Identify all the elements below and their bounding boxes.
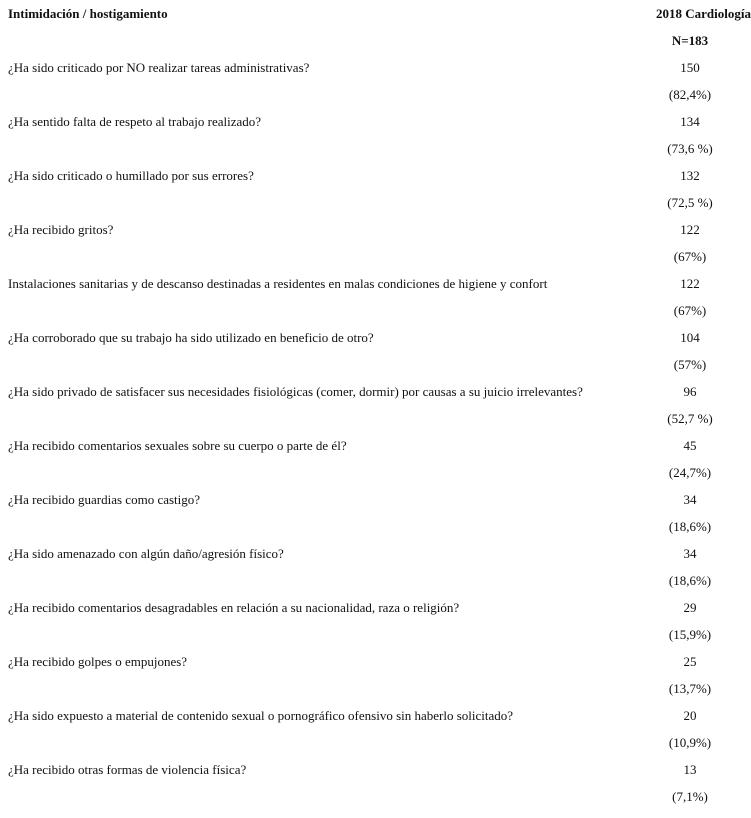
percent-value: (15,9%) [668, 627, 712, 642]
table-row [0, 702, 751, 729]
count-value: 13 [683, 762, 697, 777]
table-header-row [0, 0, 751, 27]
percent-value: (67%) [673, 249, 707, 264]
percent-value: (67%) [673, 303, 707, 318]
percent-value: (72,5 %) [667, 195, 713, 210]
question-label: ¿Ha recibido otras formas de violencia física? [8, 762, 247, 777]
count-value: 34 [683, 546, 697, 561]
count-value: 134 [680, 114, 700, 129]
percent-value: (73,6 %) [667, 141, 713, 156]
table-row-percent [0, 567, 751, 594]
table-row-percent [0, 297, 751, 324]
count-value: 122 [680, 222, 700, 237]
percent-value: (18,6%) [668, 573, 712, 588]
count-value: 45 [683, 438, 697, 453]
question-label: Instalaciones sanitarias y de descanso destinadas a residentes en malas condiciones de higiene y confort [8, 276, 548, 291]
count-value: 20 [683, 708, 697, 723]
count-value: 122 [680, 276, 700, 291]
table-row-percent [0, 729, 751, 756]
count-value: 96 [683, 384, 697, 399]
percent-value: (82,4%) [668, 87, 712, 102]
count-value: 29 [683, 600, 697, 615]
question-label: ¿Ha sido expuesto a material de contenido sexual o pornográfico ofensivo sin haberlo solicitado? [8, 708, 514, 723]
table-row [0, 54, 751, 81]
question-label: ¿Ha sido criticado por NO realizar tareas administrativas? [8, 60, 310, 75]
table-row-percent [0, 243, 751, 270]
count-value: 132 [680, 168, 700, 183]
percent-value: (24,7%) [668, 465, 712, 480]
table-title: Intimidación / hostigamiento [8, 6, 168, 21]
question-label: ¿Ha sido amenazado con algún daño/agresión físico? [8, 546, 284, 561]
table-row-percent [0, 783, 751, 810]
table-row [0, 216, 751, 243]
table-row-percent [0, 405, 751, 432]
table-row-percent [0, 189, 751, 216]
table-row [0, 378, 751, 405]
table-row-percent [0, 675, 751, 702]
table-row [0, 324, 751, 351]
table-row-percent [0, 81, 751, 108]
count-value: 25 [683, 654, 697, 669]
count-value: 34 [683, 492, 697, 507]
question-label: ¿Ha corroborado que su trabajo ha sido utilizado en beneficio de otro? [8, 330, 374, 345]
table-row-percent [0, 135, 751, 162]
count-value: 150 [680, 60, 700, 75]
table-row-percent [0, 513, 751, 540]
table-row [0, 432, 751, 459]
question-label: ¿Ha recibido golpes o empujones? [8, 654, 188, 669]
percent-value: (57%) [673, 357, 707, 372]
table-row [0, 270, 751, 297]
table-row [0, 648, 751, 675]
question-label: ¿Ha recibido comentarios sexuales sobre su cuerpo o parte de él? [8, 438, 347, 453]
column-header: 2018 Cardiología [656, 6, 751, 21]
question-label: ¿Ha recibido comentarios desagradables en relación a su nacionalidad, raza o religión? [8, 600, 460, 615]
question-label: ¿Ha sido criticado o humillado por sus errores? [8, 168, 254, 183]
table-row [0, 162, 751, 189]
percent-value: (7,1%) [672, 789, 708, 804]
question-label: ¿Ha recibido gritos? [8, 222, 114, 237]
question-label: ¿Ha sentido falta de respeto al trabajo realizado? [8, 114, 262, 129]
table-row-percent [0, 351, 751, 378]
count-value: 104 [680, 330, 700, 345]
percent-value: (10,9%) [668, 735, 712, 750]
question-label: ¿Ha sido privado de satisfacer sus necesidades fisiológicas (comer, dormir) por causas a su juicio irrelevantes? [8, 384, 583, 399]
table-body [0, 54, 751, 810]
table-row-percent [0, 459, 751, 486]
table-row [0, 486, 751, 513]
table-subheader-row [0, 27, 751, 54]
question-label: ¿Ha recibido guardias como castigo? [8, 492, 201, 507]
table-row [0, 108, 751, 135]
table-row [0, 540, 751, 567]
table-row [0, 594, 751, 621]
table-row [0, 756, 751, 783]
percent-value: (13,7%) [668, 681, 712, 696]
percent-value: (18,6%) [668, 519, 712, 534]
table-row-percent [0, 621, 751, 648]
sample-size: N=183 [671, 33, 709, 48]
percent-value: (52,7 %) [667, 411, 713, 426]
